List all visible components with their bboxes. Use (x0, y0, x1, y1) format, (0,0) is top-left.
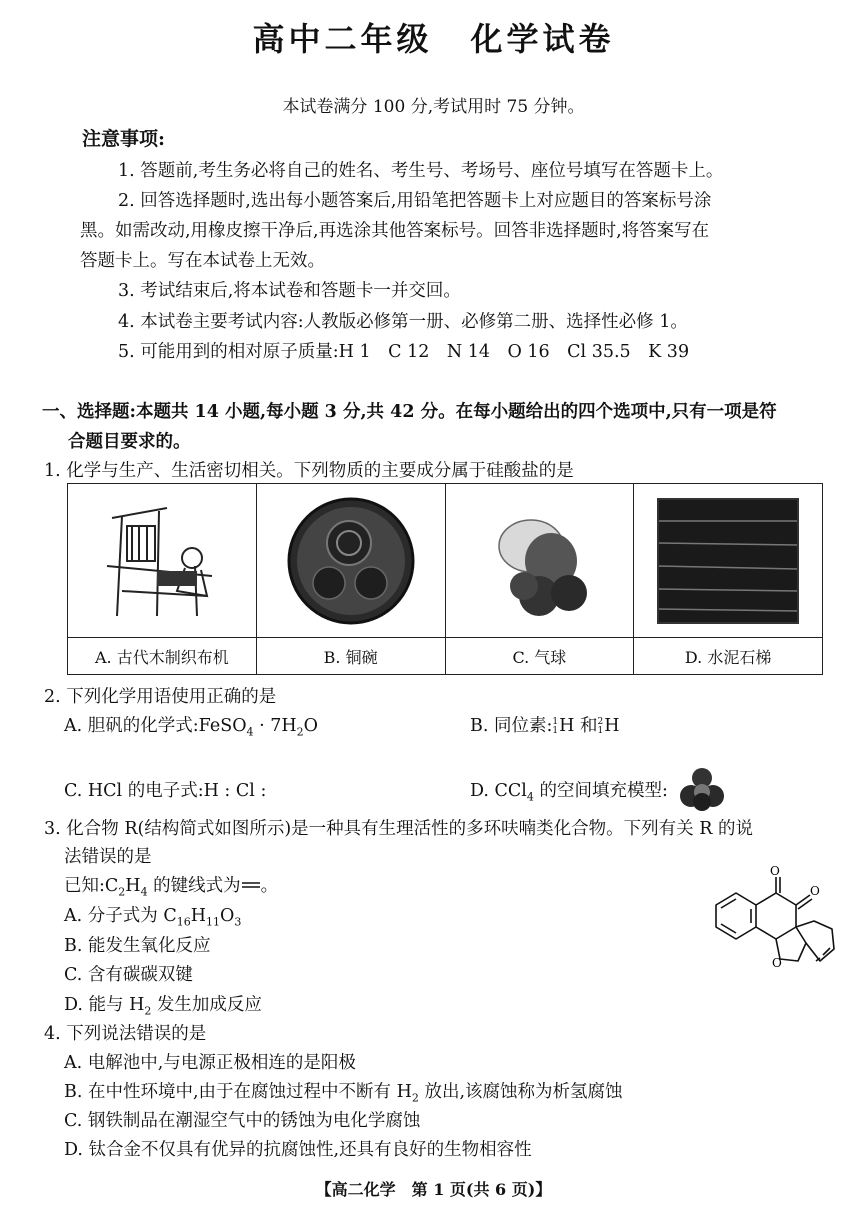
q3-d-sub: 2 (144, 1004, 152, 1018)
q2-b-iso2-mass: 2 (597, 716, 604, 727)
q2-a-sub1: 4 (246, 725, 254, 739)
carbonyl-oxygen-label-1: O (770, 865, 780, 878)
note-1: 1. 答题前,考生务必将自己的姓名、考生号、考场号、座位号填写在答题卡上。 (118, 161, 724, 181)
q3-a-prefix: A. 分子式为 C (64, 906, 177, 926)
q3-option-d[interactable] (64, 991, 262, 1018)
q2-stem: 2. 下列化学用语使用正确的是 (44, 687, 277, 707)
q2-option-d[interactable] (470, 777, 668, 804)
title-grade: 高中二年级 (252, 20, 433, 58)
q2-d-end: 的空间填充模型: (533, 781, 668, 801)
q3-d-end: 发生加成反应 (151, 995, 262, 1015)
q1-option-b[interactable] (257, 484, 446, 674)
note-5: 5. 可能用到的相对原子质量:H 1 C 12 N 14 O 16 Cl 35.5 K 39 (118, 342, 690, 362)
q2-a-prefix: A. 胆矾的化学式:FeSO (64, 716, 247, 736)
q1-caption-b: B. 铜碗 (323, 647, 378, 667)
q1-stem: 1. 化学与生产、生活密切相关。下列物质的主要成分属于硅酸盐的是 (44, 461, 574, 481)
q4-option-a[interactable]: A. 电解池中,与电源正极相连的是阳极 (64, 1053, 356, 1073)
q4-b-prefix: B. 在中性环境中,由于在腐蚀过程中不断有 H (64, 1082, 412, 1102)
q2-b-prefix: B. 同位素: (470, 716, 553, 736)
q3-option-c[interactable]: C. 含有碳碳双键 (64, 965, 193, 985)
q4-option-b[interactable] (64, 1078, 623, 1105)
q2-c-prefix: C. HCl 的电子式: (64, 781, 204, 801)
q3-stem-a: 3. 化合物 R(结构简式如图所示)是一种具有生理活性的多环呋喃类化合物。下列有关 R 的说 (44, 819, 753, 839)
q2-c-formula: H : Cl : (203, 781, 267, 801)
note-2b: 黑。如需改动,用橡皮擦干净后,再选涂其他答案标号。回答非选择题时,将答案写在 (80, 221, 710, 241)
q4-b-end: 放出,该腐蚀称为析氢腐蚀 (418, 1082, 623, 1102)
q2-b-end: H (604, 716, 620, 736)
balloon-image (446, 484, 634, 638)
q1-caption-d: D. 水泥石梯 (684, 647, 772, 667)
q4-option-d[interactable]: D. 钛合金不仅具有优异的抗腐蚀性,还具有良好的生物相容性 (64, 1140, 532, 1160)
copper-bowl-image (257, 484, 445, 638)
page-footer: 【高二化学 第 1 页(共 6 页)】 (315, 1180, 552, 1199)
q1-option-a[interactable] (68, 484, 257, 674)
q3-hint (64, 872, 278, 899)
q3-option-a[interactable] (64, 902, 241, 929)
q2-option-b[interactable] (470, 712, 619, 737)
q3-d-prefix: D. 能与 H (64, 995, 145, 1015)
q3-stem-b: 法错误的是 (64, 847, 152, 867)
ethylene-bond-icon (241, 879, 261, 891)
notes-heading: 注意事项: (82, 128, 166, 150)
exam-subtitle: 本试卷满分 100 分,考试用时 75 分钟。 (282, 97, 585, 117)
q2-b-iso1-mass: 1 (552, 716, 559, 727)
q3-a-sub1: 16 (176, 915, 191, 929)
q3-hint-c: 的键线式为 (147, 876, 241, 896)
note-2a: 2. 回答选择题时,选出每小题答案后,用铅笔把答题卡上对应题目的答案标号涂 (118, 191, 712, 211)
q4-b-sub: 2 (411, 1091, 419, 1105)
q4-stem: 4. 下列说法错误的是 (44, 1024, 207, 1044)
ccl4-space-filling-model (680, 768, 724, 816)
q3-hint-sub1: 2 (118, 885, 126, 899)
exam-title (0, 14, 867, 60)
loom-image (68, 484, 256, 638)
title-subject: 化学试卷 (470, 20, 615, 58)
carbonyl-oxygen-label-2: O (810, 884, 820, 898)
q1-caption-a: A. 古代木制织布机 (95, 647, 229, 667)
q3-a-sub3: 3 (234, 915, 242, 929)
q1-option-c[interactable] (446, 484, 635, 674)
furan-oxygen-label: O (772, 956, 782, 970)
q2-option-c[interactable] (64, 777, 266, 802)
q1-caption-c: C. 气球 (512, 647, 567, 667)
note-4: 4. 本试卷主要考试内容:人教版必修第一册、必修第二册、选择性必修 1。 (118, 312, 688, 332)
q2-b-iso2-num: 1 (597, 725, 604, 736)
q3-hint-end: 。 (260, 876, 279, 896)
q3-hint-b: H (125, 876, 141, 896)
q3-option-b[interactable]: B. 能发生氧化反应 (64, 936, 211, 956)
q3-a-mid2: O (219, 906, 235, 926)
q2-d-prefix: D. CCl (470, 781, 527, 801)
q4-option-c[interactable]: C. 钢铁制品在潮湿空气中的锈蚀为电化学腐蚀 (64, 1111, 421, 1131)
q3-a-mid: H (190, 906, 206, 926)
q2-b-iso1-num: 1 (552, 725, 559, 736)
section1-heading-b: 合题目要求的。 (68, 432, 191, 452)
q2-a-sub2: 2 (296, 725, 304, 739)
q2-a-end: O (303, 716, 318, 736)
q2-d-sub: 4 (526, 790, 534, 804)
note-2c: 答题卡上。写在本试卷上无效。 (80, 251, 325, 271)
q2-option-a[interactable] (64, 712, 318, 739)
q1-image-table (67, 483, 823, 675)
q2-b-mid: H 和 (559, 716, 598, 736)
q2-a-mid: · 7H (253, 716, 297, 736)
q1-option-d[interactable] (634, 484, 822, 674)
q3-a-sub2: 11 (205, 915, 220, 929)
q3-hint-sub2: 4 (140, 885, 148, 899)
cement-stairs-image (634, 484, 822, 638)
section1-heading-a: 一、选择题:本题共 14 小题,每小题 3 分,共 42 分。在每小题给出的四个选项中,只有一项是符 (42, 402, 777, 422)
isotope-2-label (597, 718, 603, 736)
q3-hint-a: 已知:C (64, 876, 119, 896)
note-3: 3. 考试结束后,将本试卷和答题卡一并交回。 (118, 281, 461, 301)
isotope-1-label (552, 718, 558, 736)
compound-r-structure (706, 865, 846, 979)
